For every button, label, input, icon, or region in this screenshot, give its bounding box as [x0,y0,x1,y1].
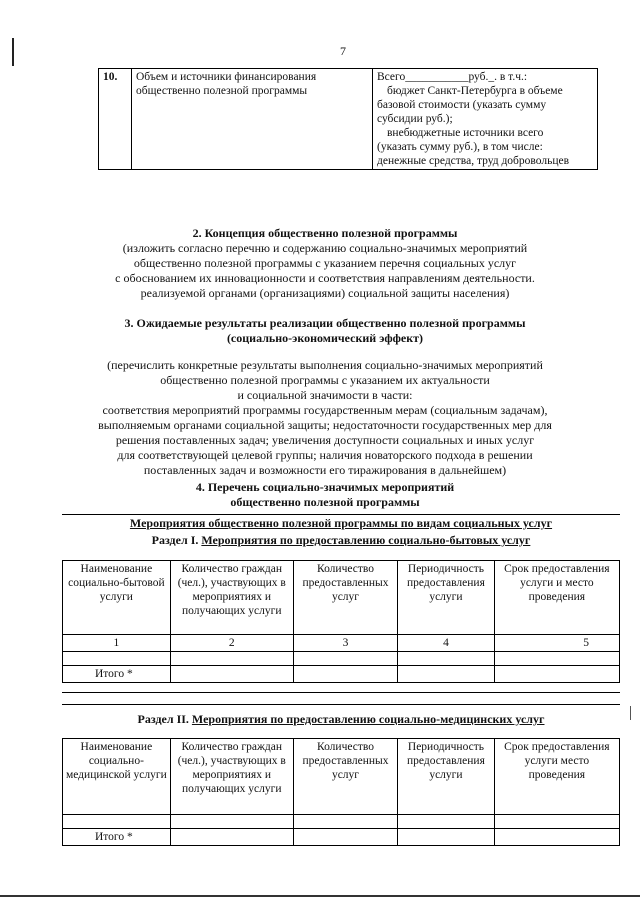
part1-col-number: 3 [293,635,397,652]
funding-row [99,69,598,170]
part2-total-label: Итого * [63,829,171,846]
table-top-rule [62,514,620,515]
table-cell [293,652,397,666]
section-4-title [90,480,560,510]
section-2-body-line: общественно полезной программы с указанием перечня социальных услуг [133,256,517,270]
section-3-body-line: и социальной значимости в части: [237,388,413,402]
part1-col-number: 4 [398,635,494,652]
part1-total-label: Итого * [63,666,171,683]
section-3-title [90,316,560,346]
section-3-body-line: соответствия мероприятий программы государственным мерам (социальным задачам), [102,403,548,417]
page-number: 7 [340,44,346,58]
section-2 [90,226,560,301]
section-3-body-line: для соответствующей целевой группы; наличия новаторского подхода в решении [117,448,533,462]
part1-col-number: 5 [494,635,619,652]
section-2-title: 2. Концепция общественно полезной программы [192,226,458,240]
table-cell [63,652,171,666]
table-heading [62,516,620,531]
part1-col-number: 2 [170,635,293,652]
table-cell [293,829,397,846]
part2-empty-row [63,815,620,829]
part1-col-5-header: Срок предоставления услуги и место проведения [494,561,619,635]
funding-value-line: субсидии руб.); [377,113,453,125]
section-3-body [82,358,568,478]
part1-heading-prefix: Раздел I. [151,533,199,547]
funding-value-line: (указать сумму руб.), в том числе: [377,141,543,153]
scan-edge-mark [12,38,14,66]
part1-col-4-header: Периодичность предоставления услуги [398,561,494,635]
table-cell [398,815,494,829]
part1-empty-row [63,652,620,666]
section-4-title-line: 4. Перечень социально-значимых мероприятий [195,480,455,494]
part2-col-3-header: Количество предоставленных услуг [293,739,397,815]
part2-heading-title: Мероприятия по предоставлению социально-медицинских услуг [191,712,545,726]
part1-heading [62,533,620,548]
part1-total-row [63,666,620,683]
table-separator-rule [62,692,620,693]
section-3-body-line: поставленных задач и возможности его тиражирования в дальнейшем) [143,463,507,477]
section-2-body-line: с обоснованием их инновационности и соответствия направлениям деятельности. [115,271,535,285]
part2-table [62,738,620,846]
table-heading-text: Мероприятия общественно полезной программы по видам социальных услуг [129,516,553,530]
funding-value-line: базовой стоимости (указать сумму [377,99,547,111]
part1-header-row [63,561,620,635]
part2-col-1-header: Наименование социально-медицинской услуги [63,739,171,815]
part1-col-1-header: Наименование социально-бытовой услуги [63,561,171,635]
part1-col-3-header: Количество предоставленных услуг [293,561,397,635]
funding-label-line: Объем и источники финансирования [136,71,317,83]
section-2-body-line: (изложить согласно перечню и содержанию социально-значимых мероприятий [122,241,528,255]
section-3-body-line: выполняемым органами социальной защиты; недостаточности государственных мер для [98,418,552,432]
part2-col-4-header: Периодичность предоставления услуги [398,739,494,815]
table-cell [398,666,494,683]
part1-table [62,560,620,683]
scan-bottom-rule [0,895,640,897]
table-cell [170,652,293,666]
part2-heading-prefix: Раздел II. [137,712,189,726]
part2-col-2-header: Количество граждан (чел.), участвующих в мероприятиях и получающих услуги [170,739,293,815]
part2-total-row [63,829,620,846]
funding-value-line: денежные средства, труд добровольцев [377,155,570,167]
table-cell [494,829,619,846]
table-separator-rule [62,704,620,705]
section-3-body-line: решения поставленных задач; увеличения доступности социальных и иных услуг [115,433,535,447]
table-cell [494,652,619,666]
section-2-body-line: реализуемой органами (организациями) социальной защиты населения) [140,286,510,300]
funding-value-line: внебюджетные источники всего [387,127,544,139]
table-cell [170,829,293,846]
table-cell [170,666,293,683]
section-3-title-line: (социально-экономический эффект) [226,331,424,345]
section-3-body-line: общественно полезной программы с указанием их актуальности [160,373,490,387]
part2-col-5-header: Срок предоставления услуги место проведения [494,739,619,815]
table-cell [494,815,619,829]
table-cell [170,815,293,829]
funding-value [373,69,598,170]
section-3-title-line: 3. Ожидаемые результаты реализации общественно полезной программы [124,316,526,330]
part2-heading [62,712,620,727]
funding-value-line: Всего___________руб._. в т.ч.: [377,71,528,83]
table-cell [293,815,397,829]
part1-heading-title: Мероприятия по предоставлению социально-бытовых услуг [201,533,531,547]
part1-col-number: 1 [63,635,171,652]
row-number: 10. [99,69,132,170]
funding-label [132,69,373,170]
scan-edge-mark-right [630,706,631,720]
table-cell [398,829,494,846]
section-3-body-line: (перечислить конкретные результаты выполнения социально-значимых мероприятий [107,358,543,372]
table-cell [293,666,397,683]
part1-col-2-header: Количество граждан (чел.), участвующих в мероприятиях и получающих услуги [170,561,293,635]
funding-label-line: общественно полезной программы [136,85,308,97]
funding-value-line: бюджет Санкт-Петербурга в объеме [387,85,563,97]
part2-header-row [63,739,620,815]
section-4-title-line: общественно полезной программы [230,495,420,509]
part1-number-row [63,635,620,652]
table-cell [398,652,494,666]
funding-table [98,68,598,170]
table-cell [63,815,171,829]
table-cell [494,666,619,683]
